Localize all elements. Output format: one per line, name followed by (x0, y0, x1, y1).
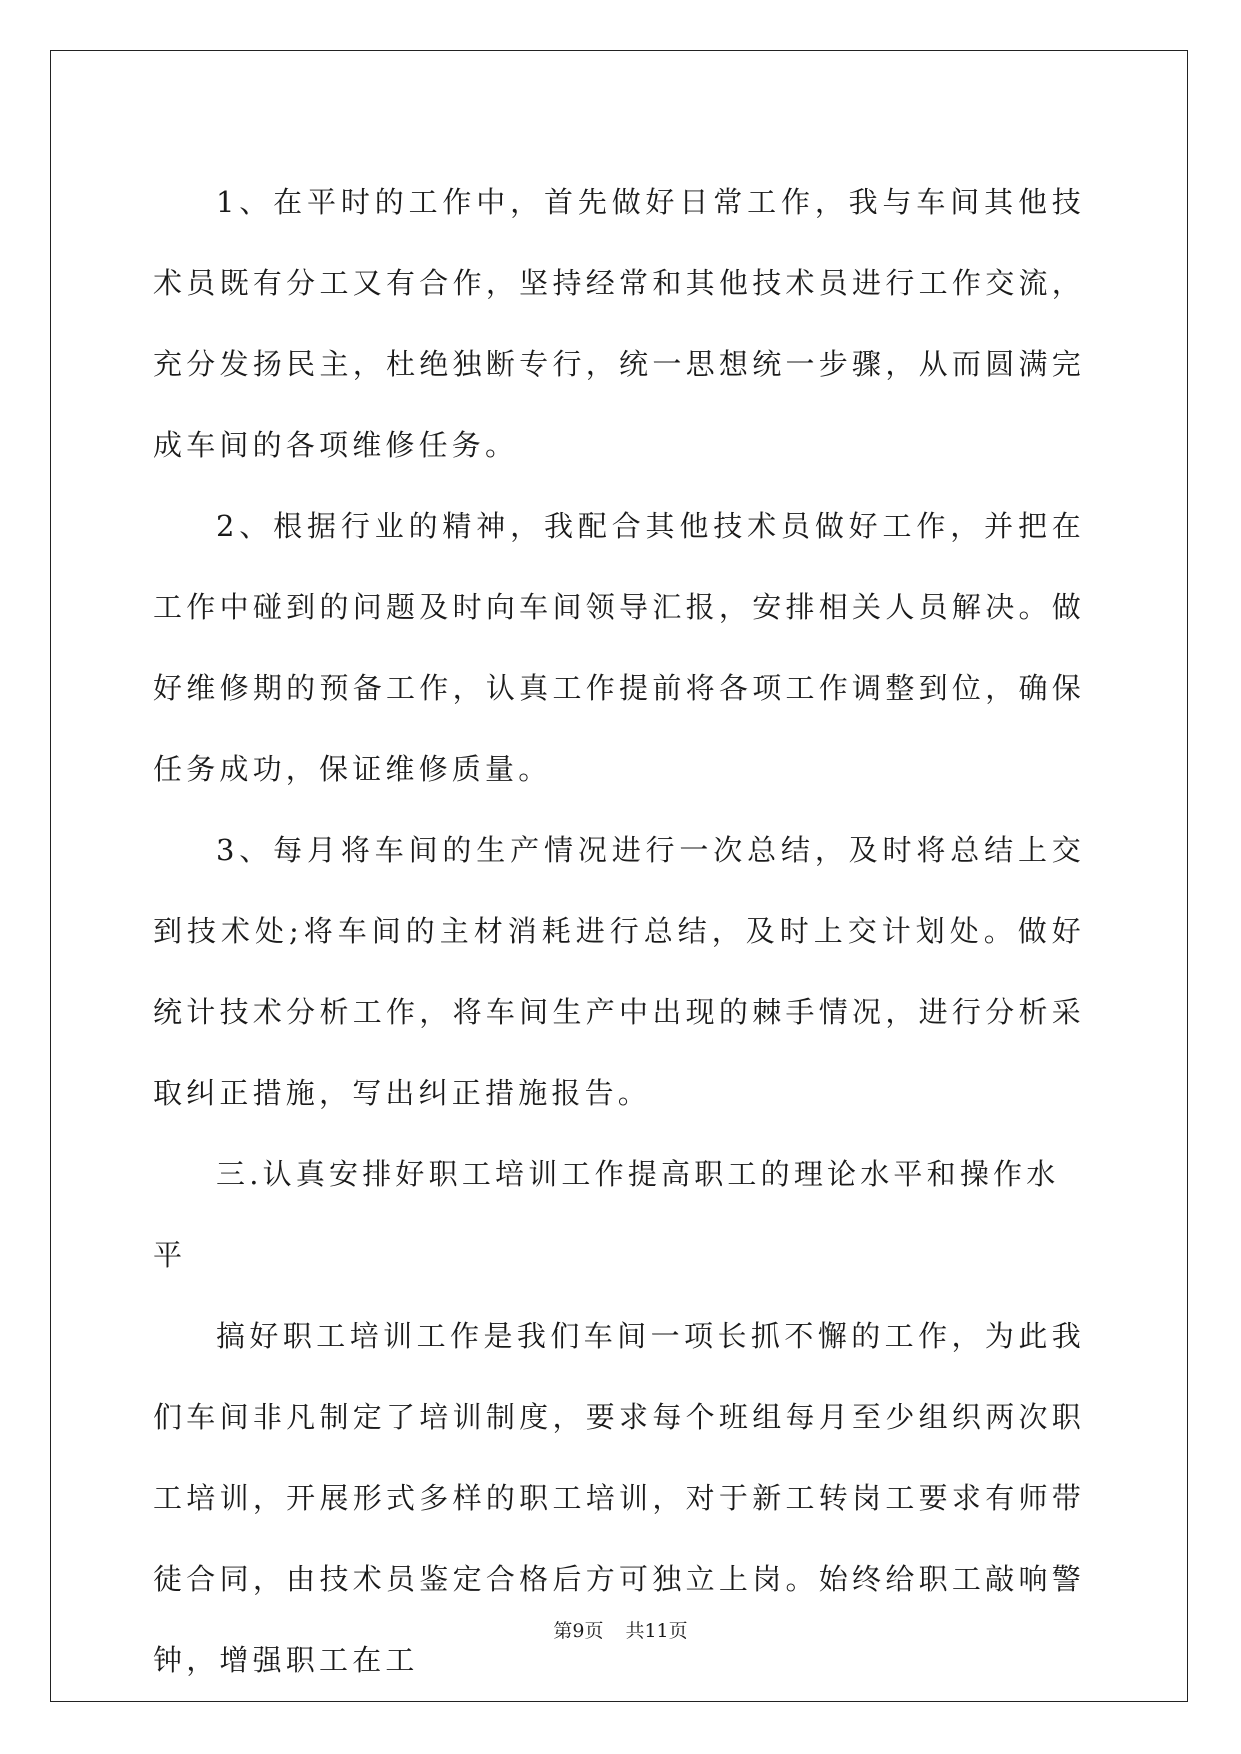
paragraph-1: 1、在平时的工作中，首先做好日常工作，我与车间其他技术员既有分工又有合作，坚持经常和其他技术员进行工作交流，充分发扬民主，杜绝独断专行，统一思想统一步骤，从而圆满完成车间的各项维修任务。 (153, 185, 1085, 462)
paragraph-4: 搞好职工培训工作是我们车间一项长抓不懈的工作，为此我们车间非凡制定了培训制度，要求每个班组每月至少组织两次职工培训，开展形式多样的职工培训，对于新工转岗工要求有师带徒合同，由技术员鉴定合格后方可独立上岗。始终给职工敲响警钟，增强职工在工 (153, 1319, 1085, 1677)
paragraph-3: 3、每月将车间的生产情况进行一次总结，及时将总结上交到技术处;将车间的主材消耗进行总结，及时上交计划处。做好统计技术分析工作，将车间生产中出现的棘手情况，进行分析采取纠正措施，写出纠正措施报告。 (153, 833, 1085, 1110)
document-body (153, 162, 1085, 1701)
page-total-label: 共11页 (625, 1620, 688, 1642)
page-number-label: 第9页 (553, 1620, 604, 1642)
section-heading: 三.认真安排好职工培训工作提高职工的理论水平和操作水平 (153, 1157, 1060, 1272)
paragraph-2: 2、根据行业的精神，我配合其他技术员做好工作，并把在工作中碰到的问题及时向车间领导汇报，安排相关人员解决。做好维修期的预备工作，认真工作提前将各项工作调整到位，确保任务成功，保证维修质量。 (153, 509, 1085, 786)
page-footer (0, 1619, 1241, 1643)
